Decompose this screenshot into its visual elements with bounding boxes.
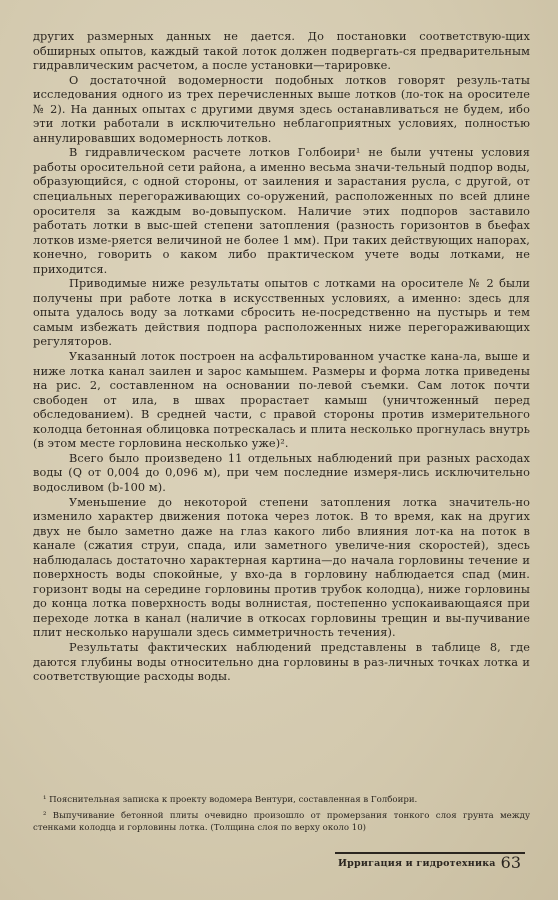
paragraph-5: Указанный лоток построен на асфальтированном участке кана-ла, выше и ниже лотка канал заилен и зарос камышем. Размеры и форма лотка приведены на рис. 2, составленном на основании по-левой съемки. Сам лоток почти свободен от ила, в швах прорастает камыш (уничтоженный перед обследованием). В средней части, с правой стороны против измерительного колодца бетонная облицовка потрескалась и плита несколько прогнулась внутрь (в этом месте горловина несколько уже)². — [33, 350, 530, 451]
paragraph-3: В гидравлическом расчете лотков Голбоири¹ не были учтены условия работы оросительной сети района, а именно весьма значи-тельный подпор воды, образующийся, с одной стороны, от заиления и зарастания русла, с другой, от специальных перегораживающих со-оружений, расположенных по всей длине оросителя за каждым во-довыпуском. Наличие этих подпоров заставило работать лотки в выс-шей степени затопления (разность горизонтов в бьефах лотков изме-ряется величиной не более 1 мм). При таких действующих напорах, конечно, говорить о каком либо практическом учете воды лотками, не приходится. — [33, 146, 530, 276]
footer-rule — [335, 852, 525, 854]
paragraph-7: Уменьшение до некоторой степени затопления лотка значитель-но изменило характер движения потока через лоток. В то время, как на других двух не было заметно даже на глаз какого либо влияния лот-ка на поток в канале (сжатия струи, спада, или заметного увеличе-ния скоростей), здесь наблюдалась достаточно характерная картина—до начала горловины течение и поверхность воды спокойные, у вхо-да в горловину наблюдается спад (мин. горизонт воды на середине горловины против трубок колодца), ниже горловины до конца лотка поверхность воды волнистая, постепенно успокаивающаяся при переходе лотка в канал (наличие в откосах горловины трещин и вы-пучивание плит несколько нарушали здесь симметричность течения). — [33, 495, 530, 640]
paragraph-2: О достаточной водомерности подобных лотков говорят резуль-таты исследования одного из трех перечисленных выше лотков (ло-ток на оросителе № 2). На данных опытах с другими двумя здесь останавливаться не будем, ибо эти лотки работали в исключительно неблагоприятных условиях, полностью аннулировавших водомерность лотков. — [33, 73, 530, 145]
main-text — [33, 30, 530, 685]
footnote-1: ¹ Пояснительная записка к проекту водомера Вентури, составленная в Голбоири. — [43, 795, 418, 805]
footnotes — [33, 794, 530, 838]
paragraph-1: других размерных данных не дается. До постановки соответствую-щих обширных опытов, каждый такой лоток должен подвергать-ся предварительным гидравлическим расчетом, а после установки—тарировке. — [33, 30, 530, 73]
paragraph-6: Всего было произведено 11 отдельных наблюдений при разных расходах воды (Q от 0,004 до 0,096 м), при чем последние измеря-лись исключительно водосливом (b-100 м). — [33, 451, 530, 494]
page-number: 63 — [500, 853, 521, 872]
paragraph-4: Приводимые ниже результаты опытов с лотками на оросителе № 2 были получены при работе лотка в искусственных условиях, а именно: здесь для опыта удалось воду за лотками сбросить не-посредственно на пустырь и тем самым избежать действия подпора расположенных ниже перегораживающих регуляторов. — [33, 277, 530, 349]
page-footer — [335, 852, 525, 874]
paragraph-8: Результаты фактических наблюдений представлены в таблице 8, где даются глубины воды относительно дна горловины в раз-личных точках лотка и соответствующие расходы воды. — [33, 640, 530, 684]
journal-title: Ирригация и гидротехника — [338, 858, 496, 869]
footnote-2: ² Выпучивание бетонной плиты очевидно произошло от промерзания тонкого слоя грунта между стенками колодца и горловины лотка. (Толщина слоя по верху около 10) — [33, 811, 530, 833]
